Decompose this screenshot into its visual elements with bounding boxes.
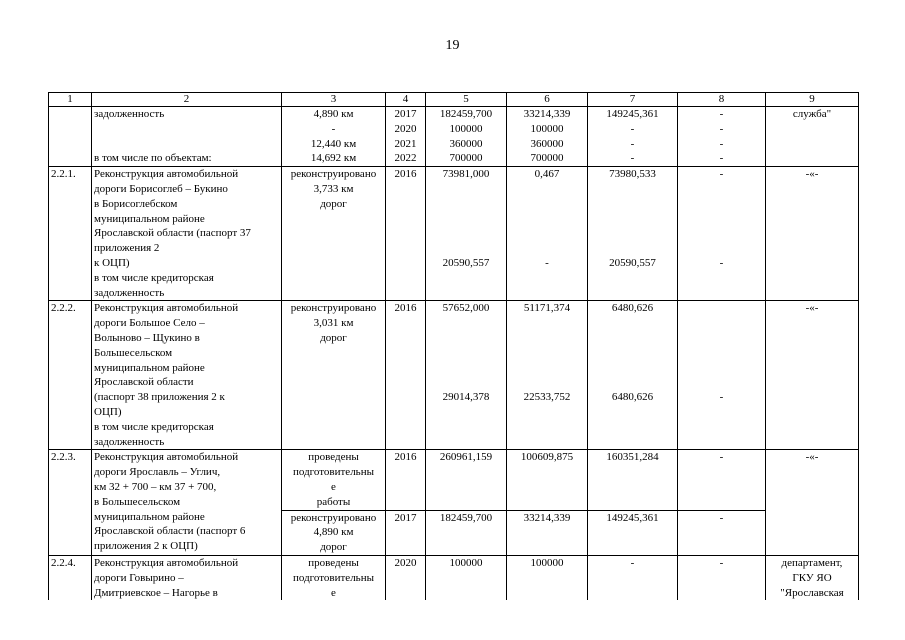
header-cell: 4 bbox=[386, 93, 426, 107]
program-table bbox=[48, 92, 859, 600]
table-row bbox=[49, 167, 859, 301]
total-cell: 73981,000 20590,557 bbox=[426, 167, 507, 301]
header-cell: 9 bbox=[766, 93, 859, 107]
col7-cell: 73980,533 20590,557 bbox=[588, 167, 678, 301]
header-cell: 8 bbox=[678, 93, 766, 107]
description-cell: Реконструкция автомобильной дороги Ярославль – Углич, км 32 + 700 – км 37 + 700, в Большесельском муниципальном районе Ярославской области (паспорт 6 приложения 2 к ОЦП) bbox=[92, 450, 282, 556]
header-cell: 7 bbox=[588, 93, 678, 107]
row-number: 2.2.2. bbox=[49, 301, 92, 450]
executor-cell: -«- bbox=[766, 450, 859, 556]
header-row bbox=[49, 93, 859, 107]
col7-cell: 149245,361 - - - bbox=[588, 107, 678, 167]
col8-cell: - bbox=[678, 301, 766, 450]
header-cell: 3 bbox=[282, 93, 386, 107]
year-cell: 2020 bbox=[386, 555, 426, 600]
description-cell: Реконструкция автомобильной дороги Говырино – Дмитриевское – Нагорье в bbox=[92, 555, 282, 600]
executor-cell: -«- bbox=[766, 167, 859, 301]
row-number: 2.2.3. bbox=[49, 450, 92, 556]
result-cell: реконструировано 3,733 км дорог bbox=[282, 167, 386, 301]
total-cell: 260961,159 bbox=[426, 450, 507, 510]
col7-cell: 149245,361 bbox=[588, 510, 678, 555]
col8-cell: - - - - bbox=[678, 107, 766, 167]
col8-cell: - - bbox=[678, 167, 766, 301]
col7-cell: 160351,284 bbox=[588, 450, 678, 510]
result-cell: проведены подготовительны е работы bbox=[282, 450, 386, 510]
col6-cell: 51171,374 22533,752 bbox=[507, 301, 588, 450]
header-cell: 1 bbox=[49, 93, 92, 107]
executor-cell: департамент, ГКУ ЯО "Ярославская bbox=[766, 555, 859, 600]
col8-cell: - bbox=[678, 510, 766, 555]
row-number bbox=[49, 107, 92, 167]
executor-cell: -«- bbox=[766, 301, 859, 450]
header-cell: 2 bbox=[92, 93, 282, 107]
total-cell: 182459,700 bbox=[426, 510, 507, 555]
col7-cell: 6480,626 6480,626 bbox=[588, 301, 678, 450]
table-row bbox=[49, 301, 859, 450]
year-cell: 2016 bbox=[386, 167, 426, 301]
table-row bbox=[49, 555, 859, 600]
total-cell: 182459,700 100000 360000 700000 bbox=[426, 107, 507, 167]
result-cell: проведены подготовительны е bbox=[282, 555, 386, 600]
page-number: 19 bbox=[445, 38, 460, 53]
description-cell: задолженность в том числе по объектам: bbox=[92, 107, 282, 167]
col8-cell: - bbox=[678, 450, 766, 510]
year-cell: 2016 bbox=[386, 450, 426, 510]
header-cell: 5 bbox=[426, 93, 507, 107]
year-cell: 2017 2020 2021 2022 bbox=[386, 107, 426, 167]
result-cell: реконструировано 3,031 км дорог bbox=[282, 301, 386, 450]
result-cell: реконструировано 4,890 км дорог bbox=[282, 510, 386, 555]
col8-cell: - bbox=[678, 555, 766, 600]
total-cell: 57652,000 29014,378 bbox=[426, 301, 507, 450]
table-row bbox=[49, 107, 859, 167]
description-cell: Реконструкция автомобильной дороги Большое Село – Волыново – Щукино в Большесельском муниципальном районе Ярославской области (паспорт 38 приложения 2 к ОЦП) в том числе кредиторская задолженность bbox=[92, 301, 282, 450]
row-number: 2.2.1. bbox=[49, 167, 92, 301]
col7-cell: - bbox=[588, 555, 678, 600]
col6-cell: 33214,339 bbox=[507, 510, 588, 555]
year-cell: 2017 bbox=[386, 510, 426, 555]
table-row bbox=[49, 450, 859, 510]
col6-cell: 100000 bbox=[507, 555, 588, 600]
executor-cell: служба" bbox=[766, 107, 859, 167]
row-number: 2.2.4. bbox=[49, 555, 92, 600]
total-cell: 100000 bbox=[426, 555, 507, 600]
year-cell: 2016 bbox=[386, 301, 426, 450]
description-cell: Реконструкция автомобильной дороги Борисоглеб – Букино в Борисоглебском муниципальном районе Ярославской области (паспорт 37 приложения 2 к ОЦП) в том числе кредиторская задолженность bbox=[92, 167, 282, 301]
result-cell: 4,890 км - 12,440 км 14,692 км bbox=[282, 107, 386, 167]
header-cell: 6 bbox=[507, 93, 588, 107]
col6-cell: 0,467 - bbox=[507, 167, 588, 301]
col6-cell: 100609,875 bbox=[507, 450, 588, 510]
col6-cell: 33214,339 100000 360000 700000 bbox=[507, 107, 588, 167]
